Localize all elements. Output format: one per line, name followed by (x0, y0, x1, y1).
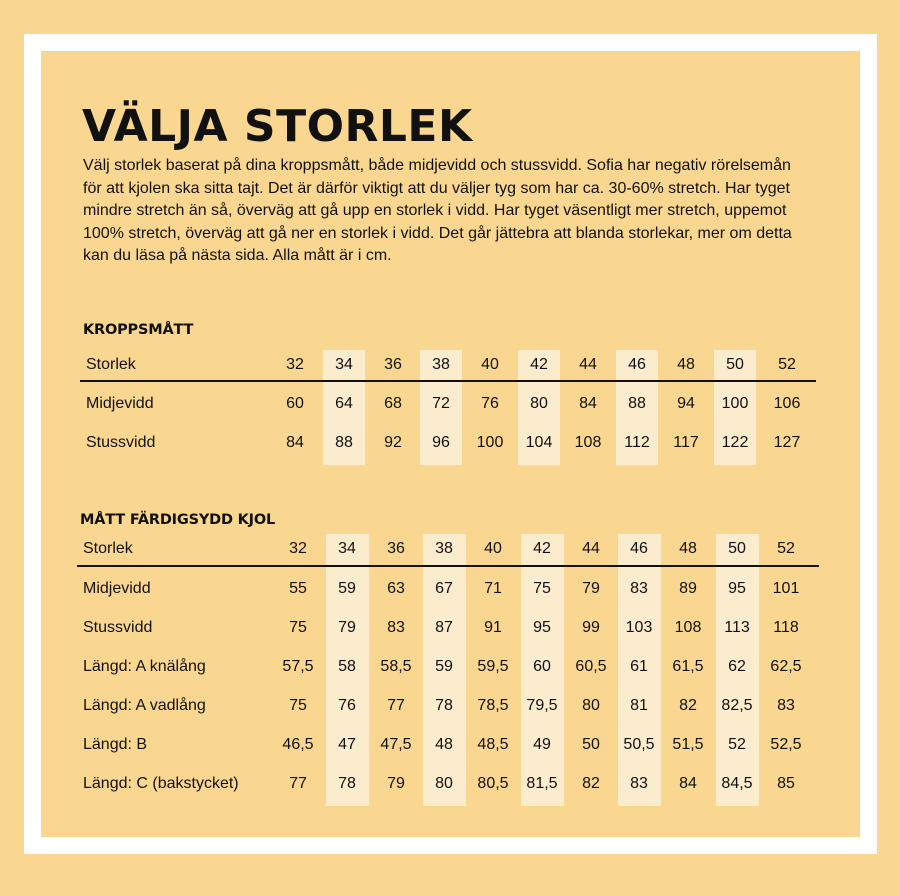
finished-skirt-value-cell: 75 (289, 697, 307, 714)
finished-skirt-value-cell: 77 (289, 775, 307, 792)
body-measurements-header-rule (80, 380, 816, 382)
body-measurements-size-42: 42 (530, 356, 548, 373)
finished-skirt-value-cell: 81,5 (526, 775, 558, 792)
finished-skirt-value-cell: 82,5 (721, 697, 753, 714)
finished-skirt-value-cell: 101 (772, 580, 800, 597)
finished-skirt-value-cell: 58,5 (380, 658, 412, 675)
finished-skirt-value-cell: 57,5 (282, 658, 314, 675)
finished-skirt-value-cell: 77 (387, 697, 405, 714)
finished-skirt-value-cell: 79 (387, 775, 405, 792)
body-measurements-value-cell: 108 (574, 434, 602, 451)
body-measurements-value-cell: 72 (432, 395, 450, 412)
finished-skirt-value-cell: 79 (338, 619, 356, 636)
finished-skirt-value-cell: 75 (533, 580, 551, 597)
finished-skirt-value-cell: 83 (630, 775, 648, 792)
finished-skirt-value-cell: 95 (728, 580, 746, 597)
finished-skirt-value-cell: 50 (582, 736, 600, 753)
body-measurements-value-cell: 60 (286, 395, 304, 412)
body-measurements-value-cell: 68 (384, 395, 402, 412)
finished-skirt-value-cell: 85 (777, 775, 795, 792)
finished-skirt-value-cell: 81 (630, 697, 648, 714)
finished-skirt-value-cell: 83 (630, 580, 648, 597)
finished-skirt-value-cell: 58 (338, 658, 356, 675)
finished-skirt-value-cell: 47 (338, 736, 356, 753)
body-measurements-value-cell: 88 (628, 395, 646, 412)
body-measurements-value-cell: 117 (673, 434, 699, 451)
body-measurements-value-cell: 84 (286, 434, 304, 451)
body-measurements-size-32: 32 (286, 356, 304, 373)
body-measurements-size-52: 52 (778, 356, 796, 373)
body-measurements-size-40: 40 (481, 356, 499, 373)
finished-skirt-header-rule (77, 565, 819, 567)
body-measurements-value-cell: 100 (721, 395, 749, 412)
finished-skirt-size-32: 32 (289, 540, 307, 557)
body-measurements-value-cell: 104 (525, 434, 553, 451)
finished-skirt-heading: MÅTT FÄRDIGSYDD KJOL (80, 512, 276, 528)
body-measurements-value-cell: 100 (476, 434, 504, 451)
body-measurements-value-cell: 80 (530, 395, 548, 412)
body-measurements-value-cell: 76 (481, 395, 499, 412)
finished-skirt-value-cell: 48 (435, 736, 453, 753)
finished-skirt-value-cell: 46,5 (282, 736, 314, 753)
finished-skirt-value-cell: 84,5 (721, 775, 753, 792)
finished-skirt-row-label: Längd: A vadlång (83, 697, 206, 714)
finished-skirt-value-cell: 99 (582, 619, 600, 636)
body-measurements-value-cell: 64 (335, 395, 353, 412)
finished-skirt-value-cell: 76 (338, 697, 356, 714)
finished-skirt-value-cell: 52 (728, 736, 746, 753)
finished-skirt-value-cell: 87 (435, 619, 453, 636)
body-measurements-size-44: 44 (579, 356, 597, 373)
intro-paragraph: Välj storlek baserat på dina kroppsmått, både midjevidd och stussvidd. Sofia har negativ rörelsemån för att kjolen ska sitta tajt. Det är därför viktigt att du väljer tyg som har ca. 30-60% stretch. Har tyget mindre stretch än så, överväg att gå upp en storlek i vidd. Har tyget väsentligt mer stretch, uppemot 100% stretch, överväg att gå ner en storlek i vidd. Det går jättebra att blanda storlekar, mer om detta kan du läsa på nästa sida. Alla mått är i cm. (83, 157, 792, 264)
body-measurements-size-46: 46 (628, 356, 646, 373)
finished-skirt-size-46: 46 (630, 540, 648, 557)
finished-skirt-value-cell: 61 (630, 658, 648, 675)
body-measurements-header-label: Storlek (86, 356, 136, 373)
body-measurements-size-50: 50 (726, 356, 744, 373)
finished-skirt-value-cell: 108 (674, 619, 702, 636)
body-measurements-value-cell: 122 (721, 434, 749, 451)
finished-skirt-value-cell: 60,5 (575, 658, 607, 675)
finished-skirt-value-cell: 113 (724, 619, 750, 636)
finished-skirt-size-48: 48 (679, 540, 697, 557)
finished-skirt-value-cell: 83 (777, 697, 795, 714)
body-measurements-row-label: Stussvidd (86, 434, 156, 451)
body-measurements-value-cell: 84 (579, 395, 597, 412)
finished-skirt-row-label: Längd: C (bakstycket) (83, 775, 239, 792)
body-measurements-value-cell: 96 (432, 434, 450, 451)
finished-skirt-size-50: 50 (728, 540, 746, 557)
body-measurements-size-34: 34 (335, 356, 353, 373)
finished-skirt-value-cell: 48,5 (477, 736, 509, 753)
finished-skirt-value-cell: 80 (435, 775, 453, 792)
finished-skirt-value-cell: 59,5 (477, 658, 509, 675)
finished-skirt-value-cell: 47,5 (380, 736, 412, 753)
finished-skirt-value-cell: 80 (582, 697, 600, 714)
finished-skirt-value-cell: 89 (679, 580, 697, 597)
finished-skirt-value-cell: 71 (484, 580, 502, 597)
finished-skirt-row-label: Längd: B (83, 736, 148, 753)
finished-skirt-value-cell: 75 (289, 619, 307, 636)
finished-skirt-value-cell: 59 (435, 658, 453, 675)
body-measurements-value-cell: 106 (773, 395, 801, 412)
finished-skirt-value-cell: 49 (533, 736, 551, 753)
finished-skirt-value-cell: 118 (773, 619, 799, 636)
finished-skirt-value-cell: 62 (728, 658, 746, 675)
finished-skirt-size-44: 44 (582, 540, 600, 557)
body-measurements-size-36: 36 (384, 356, 402, 373)
finished-skirt-value-cell: 82 (679, 697, 697, 714)
finished-skirt-value-cell: 80,5 (477, 775, 509, 792)
body-measurements-value-cell: 127 (773, 434, 801, 451)
finished-skirt-size-38: 38 (435, 540, 453, 557)
finished-skirt-value-cell: 60 (533, 658, 551, 675)
body-measurements-row-label: Midjevidd (86, 395, 154, 412)
finished-skirt-header-label: Storlek (83, 540, 133, 557)
finished-skirt-size-34: 34 (338, 540, 356, 557)
finished-skirt-value-cell: 82 (582, 775, 600, 792)
body-measurements-value-cell: 112 (624, 434, 650, 451)
body-measurements-value-cell: 88 (335, 434, 353, 451)
finished-skirt-value-cell: 59 (338, 580, 356, 597)
finished-skirt-value-cell: 91 (484, 619, 502, 636)
finished-skirt-value-cell: 79 (582, 580, 600, 597)
finished-skirt-value-cell: 83 (387, 619, 405, 636)
finished-skirt-value-cell: 55 (289, 580, 307, 597)
finished-skirt-value-cell: 50,5 (623, 736, 655, 753)
body-measurements-value-cell: 92 (384, 434, 402, 451)
finished-skirt-value-cell: 62,5 (770, 658, 802, 675)
finished-skirt-value-cell: 84 (679, 775, 697, 792)
body-measurements-size-48: 48 (677, 356, 695, 373)
finished-skirt-size-42: 42 (533, 540, 551, 557)
finished-skirt-size-36: 36 (387, 540, 405, 557)
finished-skirt-value-cell: 79,5 (526, 697, 558, 714)
finished-skirt-size-52: 52 (777, 540, 795, 557)
finished-skirt-size-40: 40 (484, 540, 502, 557)
body-measurements-value-cell: 94 (677, 395, 695, 412)
finished-skirt-value-cell: 95 (533, 619, 551, 636)
finished-skirt-row-label: Midjevidd (83, 580, 151, 597)
finished-skirt-row-label: Stussvidd (83, 619, 153, 636)
finished-skirt-value-cell: 78,5 (477, 697, 509, 714)
finished-skirt-row-label: Längd: A knälång (83, 658, 206, 675)
finished-skirt-value-cell: 51,5 (672, 736, 704, 753)
finished-skirt-value-cell: 63 (387, 580, 405, 597)
finished-skirt-value-cell: 78 (338, 775, 356, 792)
finished-skirt-value-cell: 61,5 (672, 658, 704, 675)
page-title: VÄLJA STORLEK (82, 101, 473, 152)
finished-skirt-value-cell: 103 (625, 619, 653, 636)
finished-skirt-value-cell: 78 (435, 697, 453, 714)
finished-skirt-value-cell: 52,5 (770, 736, 802, 753)
body-measurements-size-38: 38 (432, 356, 450, 373)
body-measurements-heading: KROPPSMÅTT (83, 322, 194, 338)
finished-skirt-value-cell: 67 (435, 580, 453, 597)
